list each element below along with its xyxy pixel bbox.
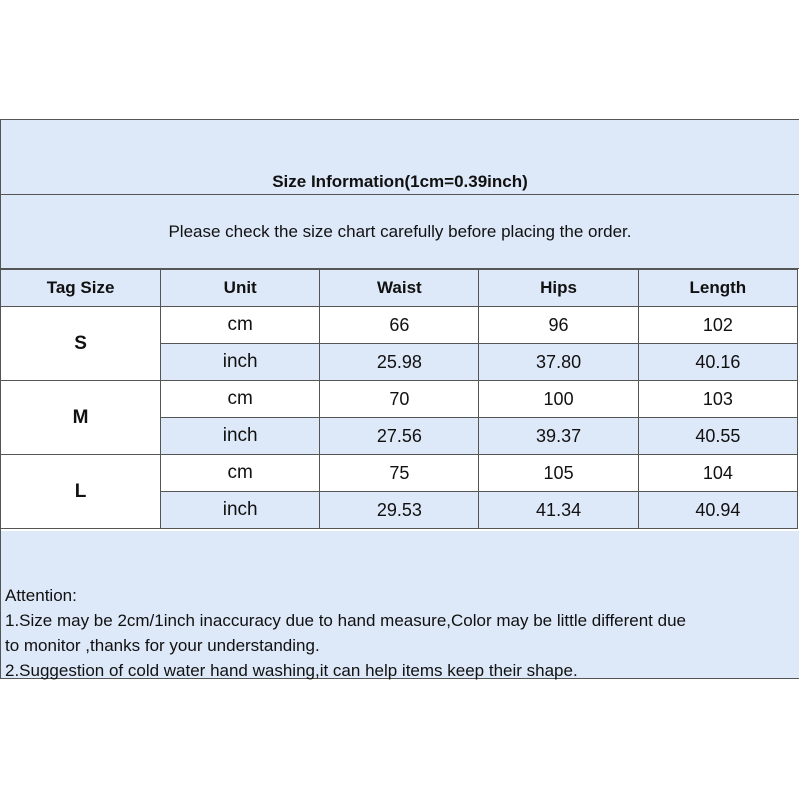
unit-cell: inch: [161, 418, 320, 455]
length-cell: 104: [638, 455, 797, 492]
waist-cell: 75: [320, 455, 479, 492]
table-header-row: [1, 270, 798, 307]
chart-title: Size Information(1cm=0.39inch): [272, 172, 528, 191]
attention-section: [1, 531, 799, 678]
waist-cell: 25.98: [320, 344, 479, 381]
unit-cell: cm: [161, 455, 320, 492]
length-cell: 40.16: [638, 344, 797, 381]
length-cell: 103: [638, 381, 797, 418]
size-table: [0, 269, 798, 529]
notice-text: Please check the size chart carefully before placing the order.: [168, 222, 632, 241]
hips-cell: 100: [479, 381, 638, 418]
table-row: [1, 381, 798, 418]
header-unit: Unit: [161, 270, 320, 307]
header-waist: Waist: [320, 270, 479, 307]
header-hips: Hips: [479, 270, 638, 307]
unit-cell: inch: [161, 492, 320, 529]
table-row: [1, 455, 798, 492]
tag-size-cell: M: [1, 381, 161, 455]
length-cell: 40.94: [638, 492, 797, 529]
length-cell: 40.55: [638, 418, 797, 455]
title-band: [1, 120, 799, 195]
table-row: [1, 307, 798, 344]
unit-cell: cm: [161, 381, 320, 418]
hips-cell: 39.37: [479, 418, 638, 455]
hips-cell: 41.34: [479, 492, 638, 529]
attention-heading: Attention:: [5, 586, 77, 605]
attention-line-2: to monitor ,thanks for your understanding.: [5, 636, 320, 655]
waist-cell: 70: [320, 381, 479, 418]
header-tag-size: Tag Size: [1, 270, 161, 307]
waist-cell: 66: [320, 307, 479, 344]
hips-cell: 96: [479, 307, 638, 344]
hips-cell: 37.80: [479, 344, 638, 381]
size-chart-sheet: [0, 119, 799, 679]
unit-cell: inch: [161, 344, 320, 381]
attention-line-1: 1.Size may be 2cm/1inch inaccuracy due to hand measure,Color may be little different due: [5, 611, 686, 630]
attention-line-3: 2.Suggestion of cold water hand washing,it can help items keep their shape.: [5, 661, 578, 680]
length-cell: 102: [638, 307, 797, 344]
unit-cell: cm: [161, 307, 320, 344]
tag-size-cell: S: [1, 307, 161, 381]
notice-band: [1, 195, 799, 269]
waist-cell: 27.56: [320, 418, 479, 455]
header-length: Length: [638, 270, 797, 307]
tag-size-cell: L: [1, 455, 161, 529]
hips-cell: 105: [479, 455, 638, 492]
waist-cell: 29.53: [320, 492, 479, 529]
